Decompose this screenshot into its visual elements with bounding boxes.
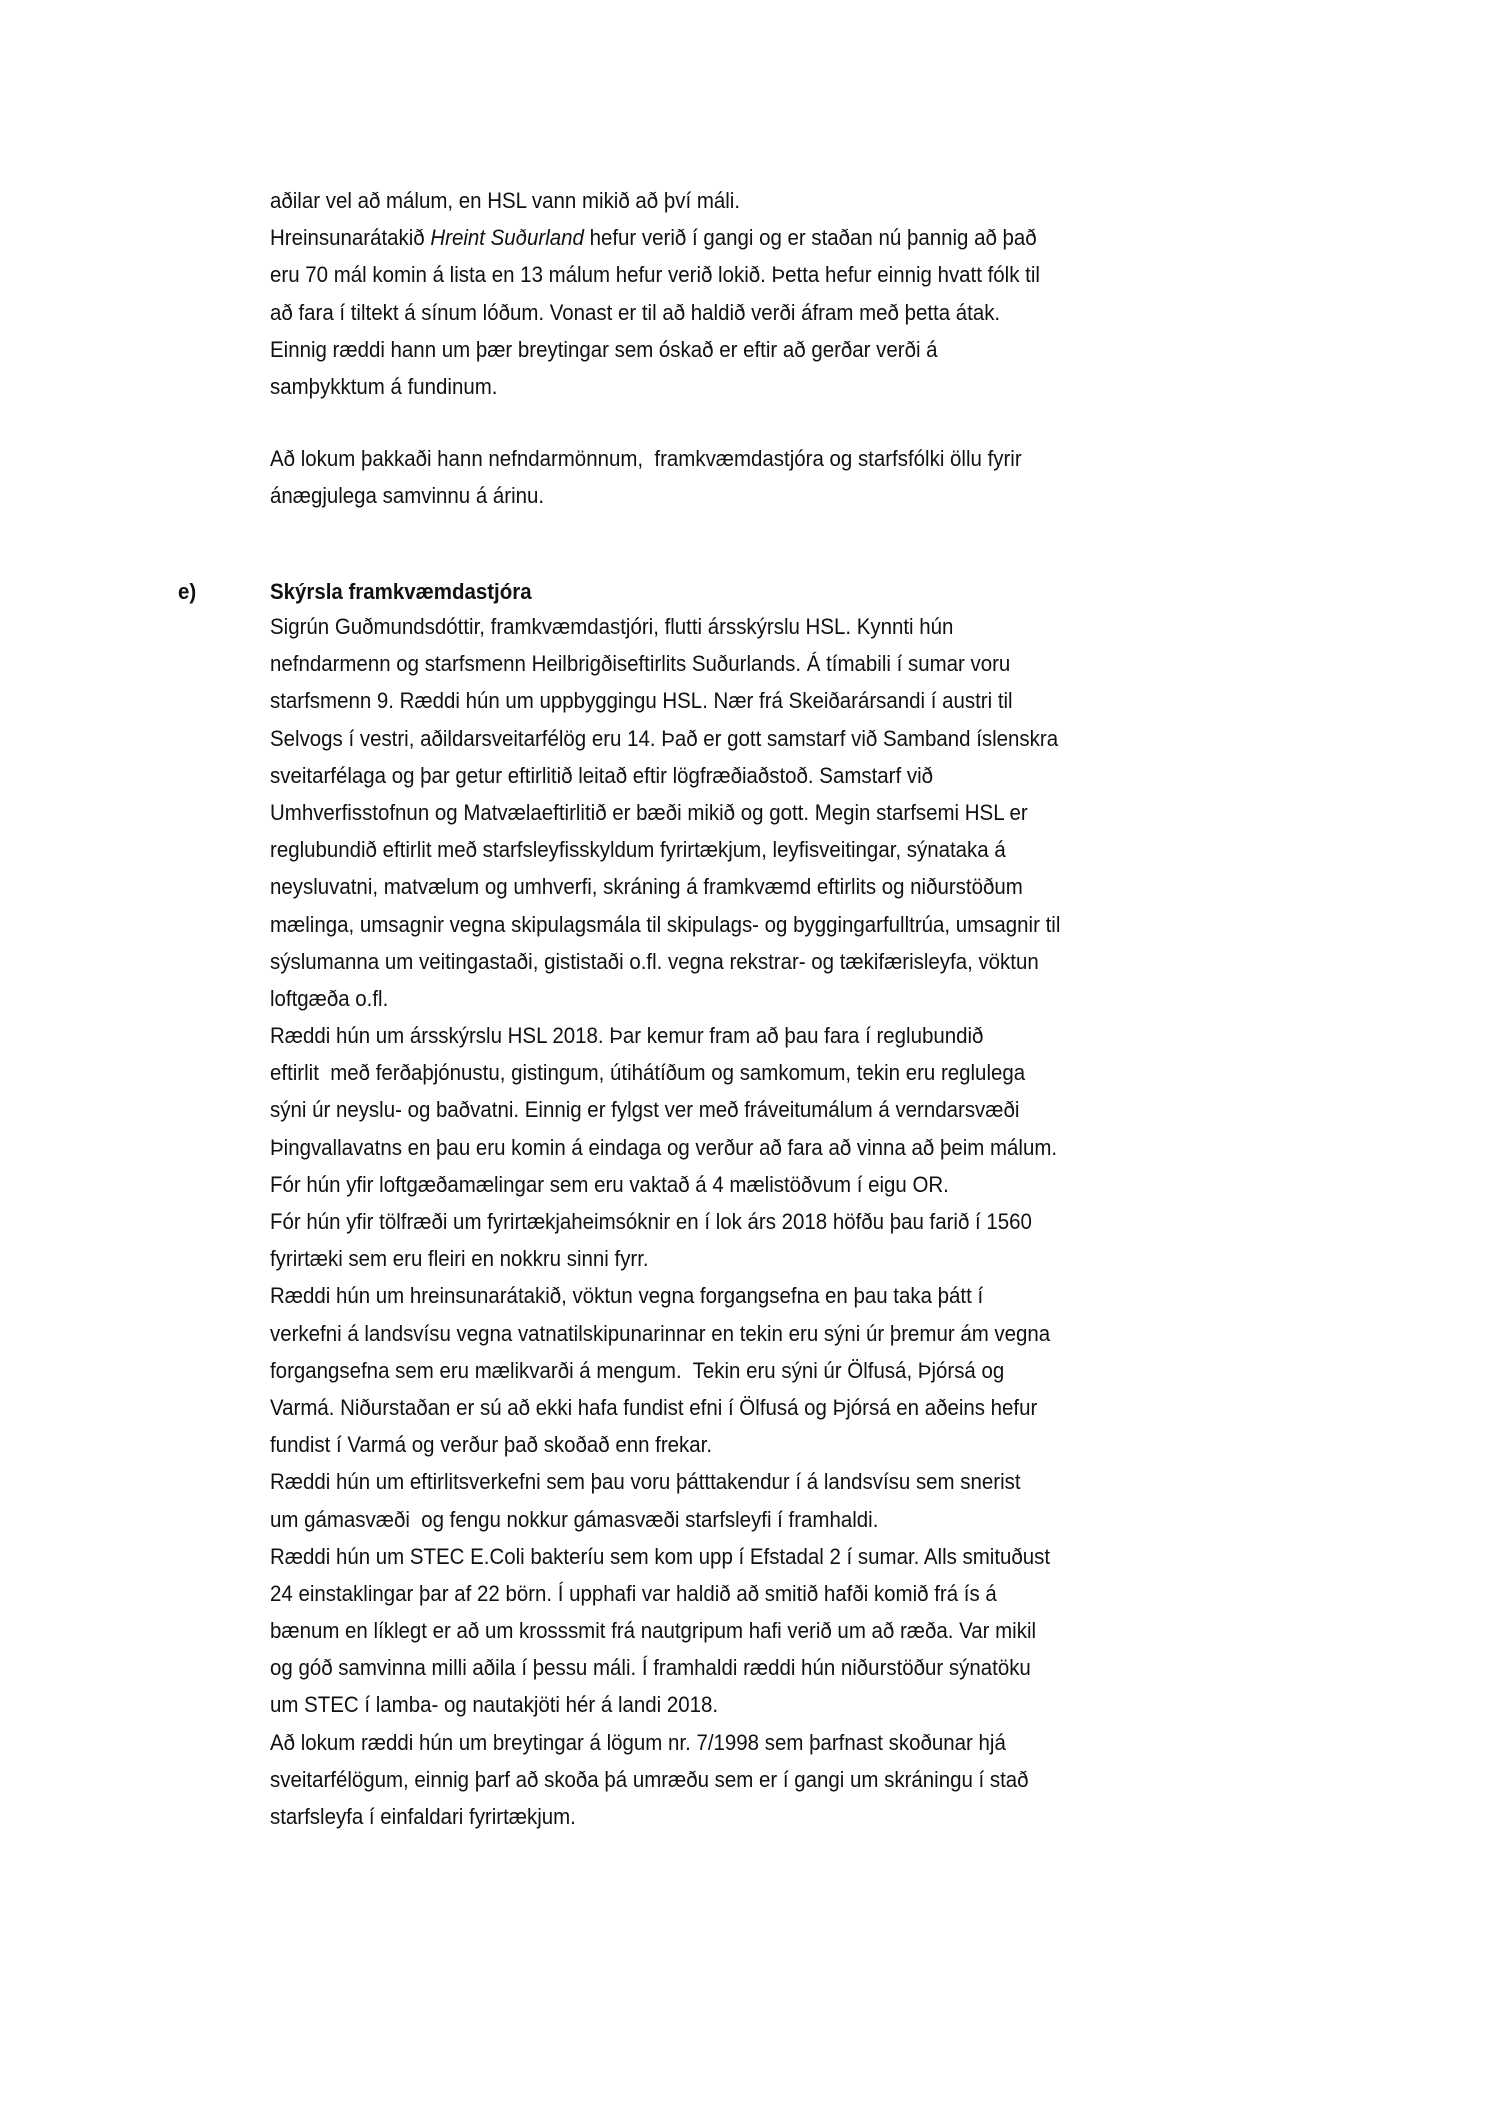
text-line: Varmá. Niðurstaðan er sú að ekki hafa fundist efni í Ölfusá og Þjórsá en aðeins hefur [270, 1394, 1038, 1420]
text-line: starfsleyfa í einfaldari fyrirtækjum. [270, 1804, 576, 1829]
text-line: Að lokum ræddi hún um breytingar á lögum nr. 7/1998 sem þarfnast skoðunar hjá [270, 1729, 1006, 1755]
text-line: eftirlit með ferðaþjónustu, gistingum, útihátíðum og samkomum, tekin eru reglulega [270, 1060, 1026, 1086]
text-line: eru 70 mál komin á lista en 13 málum hefur verið lokið. Þetta hefur einnig hvatt fólk til [270, 262, 1040, 288]
text-line: nefndarmenn og starfsmenn Heilbrigðiseftirlits Suðurlands. Á tímabili í sumar voru [270, 651, 1011, 677]
text-line: sýslumanna um veitingastaði, gististaði o.fl. vegna rekstrar- og tækifærisleyfa, vöktun [270, 948, 1039, 974]
text-line: sýni úr neyslu- og baðvatni. Einnig er fylgst ver með fráveitumálum á verndarsvæði [270, 1097, 1020, 1123]
text-line: verkefni á landsvísu vegna vatnatilskipunarinnar en tekin eru sýni úr þremur ám vegna [270, 1320, 1051, 1346]
thanks-paragraph [270, 440, 1370, 514]
text-line: um gámasvæði og fengu nokkur gámasvæði starfsleyfi í framhaldi. [270, 1506, 879, 1532]
text-line: loftgæða o.fl. [270, 985, 389, 1011]
text-line: samþykktum á fundinum. [270, 373, 498, 399]
text-line: Ræddi hún um STEC E.Coli bakteríu sem kom upp í Efstadal 2 í sumar. Alls smituðust [270, 1543, 1051, 1569]
text-line: Ræddi hún um ársskýrslu HSL 2018. Þar kemur fram að þau fara í reglubundið [270, 1023, 984, 1049]
text-line [270, 219, 1293, 256]
intro-paragraph [270, 182, 1370, 405]
text-run: Hreinsunarátakið [270, 225, 431, 251]
section-marker: e) [178, 579, 197, 604]
report-paragraph [270, 608, 1370, 1835]
text-run: hefur verið í gangi og er staðan nú þannig að það [583, 225, 1037, 251]
text-line: Ræddi hún um hreinsunarátakið, vöktun vegna forgangsefna en þau taka þátt í [270, 1283, 984, 1309]
text-line: Fór hún yfir tölfræði um fyrirtækjaheimsóknir en í lok árs 2018 höfðu þau farið í 1560 [270, 1209, 1032, 1234]
text-line: fundist í Varmá og verður það skoðað enn frekar. [270, 1432, 713, 1458]
text-line: starfsmenn 9. Ræddi hún um uppbyggingu HSL. Nær frá Skeiðarársandi í austri til [270, 688, 1013, 714]
text-line: reglubundið eftirlit með starfsleyfisskyldum fyrirtækjum, leyfisveitingar, sýnataka á [270, 837, 1006, 863]
text-line: mælinga, umsagnir vegna skipulagsmála til skipulags- og byggingarfulltrúa, umsagnir til [270, 911, 1061, 937]
text-line: fyrirtæki sem eru fleiri en nokkru sinni fyrr. [270, 1246, 649, 1272]
text-line: Fór hún yfir loftgæðamælingar sem eru vaktað á 4 mælistöðvum í eigu OR. [270, 1171, 949, 1197]
campaign-name: Hreint Suðurland [430, 225, 584, 251]
text-line: sveitarfélögum, einnig þarf að skoða þá umræðu sem er í gangi um skráningu í stað [270, 1766, 1029, 1792]
text-line: forgangsefna sem eru mælikvarði á mengum. Tekin eru sýni úr Ölfusá, Þjórsá og [270, 1357, 1005, 1383]
text-line: 24 einstaklingar þar af 22 börn. Í upphafi var haldið að smitið hafði komið frá ís á [270, 1580, 997, 1606]
text-line: aðilar vel að málum, en HSL vann mikið að því máli. [270, 188, 741, 213]
text-line: ánægjulega samvinnu á árinu. [270, 483, 545, 509]
text-line: neysluvatni, matvælum og umhverfi, skráning á framkvæmd eftirlits og niðurstöðum [270, 874, 1023, 900]
text-line: Umhverfisstofnun og Matvælaeftirlitið er bæði mikið og gott. Megin starfsemi HSL er [270, 799, 1028, 825]
text-line: Selvogs í vestri, aðildarsveitarfélög eru 14. Það er gott samstarf við Samband íslenskra [270, 725, 1059, 751]
text-line: Þingvallavatns en þau eru komin á eindaga og verður að fara að vinna að þeim málum. [270, 1134, 1058, 1160]
section-heading [178, 573, 1378, 610]
text-line: Sigrún Guðmundsdóttir, framkvæmdastjóri, flutti ársskýrslu HSL. Kynnti hún [270, 614, 954, 639]
text-line: og góð samvinna milli aðila í þessu máli. Í framhaldi ræddi hún niðurstöður sýnatöku [270, 1655, 1031, 1681]
text-line: sveitarfélaga og þar getur eftirlitið leitað eftir lögfræðiaðstoð. Samstarf við [270, 762, 934, 788]
text-line: um STEC í lamba- og nautakjöti hér á landi 2018. [270, 1692, 719, 1718]
section-title: Skýrsla framkvæmdastjóra [270, 579, 532, 604]
text-line: Ræddi hún um eftirlitsverkefni sem þau voru þátttakendur í á landsvísu sem snerist [270, 1469, 1021, 1495]
text-line: Einnig ræddi hann um þær breytingar sem óskað er eftir að gerðar verði á [270, 336, 938, 362]
text-line: bænum en líklegt er að um krosssmit frá nautgripum hafi verið um að ræða. Var mikil [270, 1618, 1037, 1644]
text-line: Að lokum þakkaði hann nefndarmönnum, framkvæmdastjóra og starfsfólki öllu fyrir [270, 446, 1022, 471]
text-line: að fara í tiltekt á sínum lóðum. Vonast er til að haldið verði áfram með þetta átak. [270, 299, 1001, 325]
